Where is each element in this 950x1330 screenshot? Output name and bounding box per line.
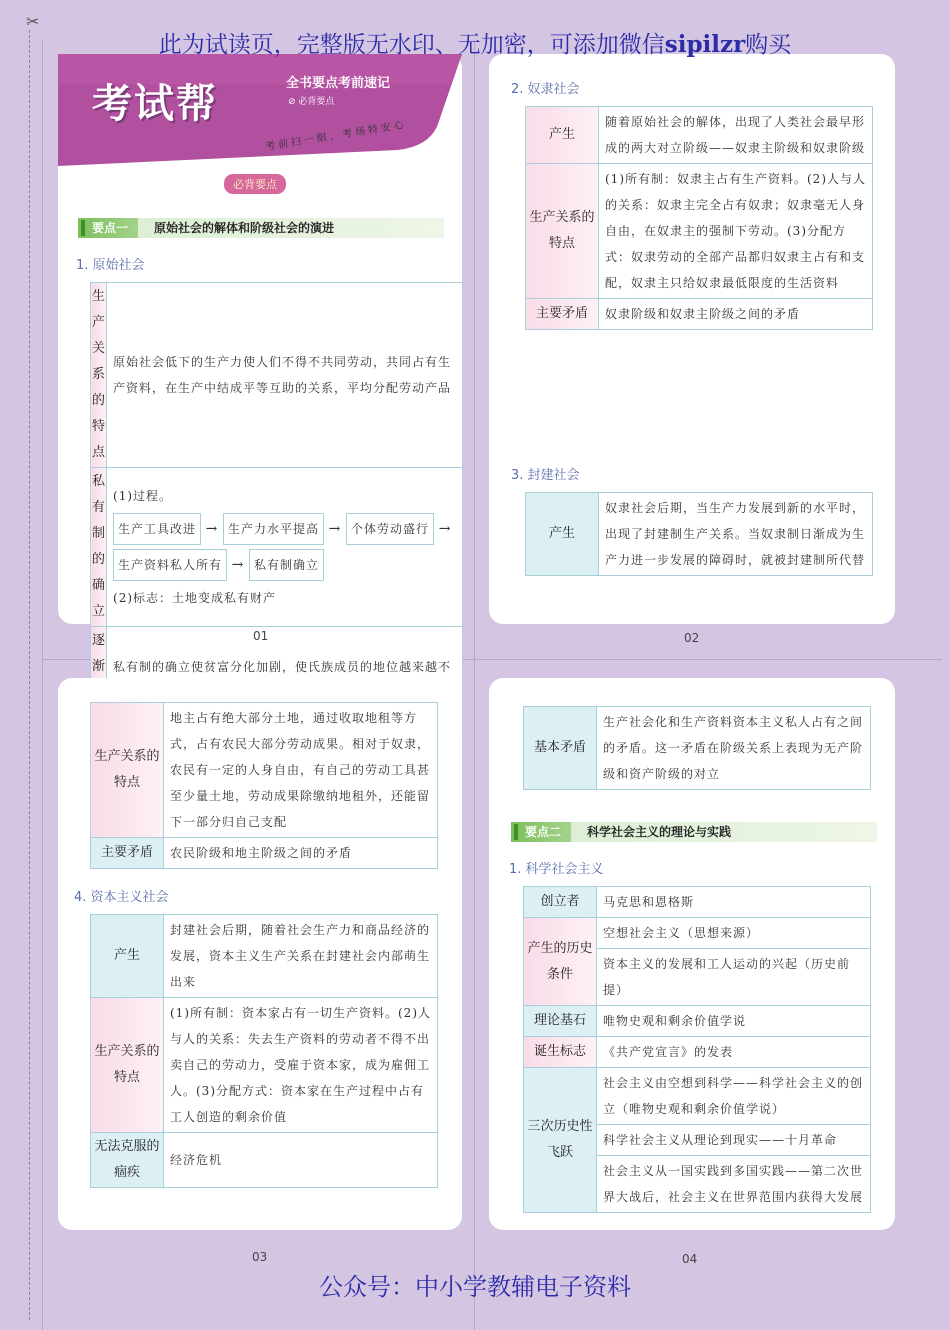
row-body: 马克思和恩格斯 (597, 887, 871, 918)
page-number: 03 (252, 1250, 268, 1264)
card-page-04 (489, 678, 895, 1230)
page-number: 04 (682, 1252, 698, 1266)
banner (58, 54, 462, 172)
banner-slogan: 考前扫一眼，考场特安心 (264, 119, 408, 153)
arrow-right-icon: → (328, 521, 342, 537)
row-body: 社会主义由空想到科学——科学社会主义的创立（唯物史观和剩余价值学说） (597, 1068, 871, 1125)
row-body: (1)所有制：奴隶主占有生产资料。(2)人与人的关系：奴隶主完全占有奴隶；奴隶毫无人身自由，在奴隶主的强制下劳动。(3)分配方式：奴隶劳动的全部产品都归奴隶主占有和支配，奴隶主只给奴隶最低限度的生活资料 (599, 164, 873, 299)
flow-box: 生产力水平提高 (223, 513, 324, 545)
row-body: 原始社会低下的生产力使人们不得不共同劳动，共同占有生产资料，在生产中结成平等互助的关系，平均分配劳动产品 (107, 283, 463, 468)
row-body: 《共产党宣言》的发表 (597, 1037, 871, 1068)
row-head: 三次历史性飞跃 (524, 1068, 597, 1213)
keypoint-tag: 要点一 (78, 218, 138, 238)
flow-chart-2 (113, 549, 456, 581)
watermark-text: 此为试读页，完整版无水印、无加密，可添加微信 (158, 32, 665, 58)
table-row (91, 915, 438, 998)
row-head: 理论基石 (524, 1006, 597, 1037)
cut-line (29, 30, 30, 1320)
capitalist-contradiction-table (523, 706, 871, 790)
flow-chart-1 (113, 513, 456, 545)
row-head: 逐渐 (91, 627, 107, 734)
row-head: 无法克服的痼疾 (91, 1133, 164, 1188)
table-row (91, 468, 463, 627)
flow-box: 私有制确立 (249, 549, 324, 581)
row-body: 随着原始社会的解体，出现了人类社会最早形成的两大对立阶级——奴隶主阶级和奴隶阶级 (599, 107, 873, 164)
grid-line (474, 40, 475, 1330)
row-body: 唯物史观和剩余价值学说 (597, 1006, 871, 1037)
table-row (91, 1133, 438, 1188)
watermark-top (0, 26, 950, 59)
table-row (524, 707, 871, 790)
mark-label: (2)标志：土地变成私有财产 (113, 591, 277, 605)
watermark-suffix: 购买 (745, 32, 792, 58)
primitive-society-table (90, 282, 463, 734)
watermark-wechat: sipilzr (664, 31, 746, 58)
flow-box: 个体劳动盛行 (346, 513, 434, 545)
process-label: (1)过程。 (113, 489, 173, 503)
card-page-02 (489, 54, 895, 624)
keypoint-header (78, 218, 444, 238)
scientific-socialism-table (523, 886, 871, 1213)
table-row (524, 887, 871, 918)
feudal-society-table-cont (90, 702, 438, 869)
row-head: 生产关系的特点 (91, 283, 107, 468)
row-head: 产生 (91, 915, 164, 998)
keypoint-tag: 要点二 (511, 822, 571, 842)
slave-society-table (525, 106, 873, 330)
row-body: (1)所有制：资本家占有一切生产资料。(2)人与人的关系：失去生产资料的劳动者不得不出卖自己的劳动力，受雇于资本家，成为雇佣工人。(3)分配方式：资本家在生产过程中占有工人创造的剩余价值 (164, 998, 438, 1133)
row-head: 诞生标志 (524, 1037, 597, 1068)
row-body: 奴隶社会后期，当生产力发展到新的水平时，出现了封建制生产关系。当奴隶制日渐成为生产力进一步发展的障碍时，就被封建制所代替 (599, 493, 873, 576)
row-head: 创立者 (524, 887, 597, 918)
row-body: 生产社会化和生产资料资本主义私人占有之间的矛盾。这一矛盾在阶级关系上表现为无产阶级和资产阶级的对立 (597, 707, 871, 790)
row-head: 主要矛盾 (526, 299, 599, 330)
row-head: 主要矛盾 (91, 838, 164, 869)
table-row (524, 1068, 871, 1125)
row-body: 经济危机 (164, 1133, 438, 1188)
banner-subtitle: 全书要点考前速记 (286, 76, 391, 91)
row-head: 生产关系的特点 (526, 164, 599, 299)
page-number: 02 (684, 631, 700, 645)
table-row (91, 283, 463, 468)
table-row (91, 838, 438, 869)
arrow-right-icon: → (438, 521, 452, 537)
row-head: 基本矛盾 (524, 707, 597, 790)
card-page-03 (58, 678, 462, 1230)
section-title: 2. 奴隶社会 (511, 82, 580, 97)
scissors-icon: ✂ (26, 12, 40, 31)
row-head: 私有制的确立 (91, 468, 107, 627)
table-row (526, 493, 873, 576)
grid-line (42, 40, 43, 1330)
row-body: 科学社会主义从理论到现实——十月革命 (597, 1125, 871, 1156)
row-body: 空想社会主义（思想来源） (597, 918, 871, 949)
arrow-right-icon: → (231, 557, 245, 573)
section-title: 3. 封建社会 (511, 468, 580, 483)
flow-box: 生产资料私人所有 (113, 549, 227, 581)
must-memorize-pill: 必背要点 (224, 174, 286, 194)
page-number: 01 (253, 629, 269, 643)
row-body: 奴隶阶级和奴隶主阶级之间的矛盾 (599, 299, 873, 330)
table-row (524, 1006, 871, 1037)
row-head: 产生的历史条件 (524, 918, 597, 1006)
table-row (526, 107, 873, 164)
banner-title: 考试帮 (92, 81, 218, 127)
keypoint-title: 科学社会主义的理论与实践 (587, 825, 732, 839)
row-body: 地主占有绝大部分土地，通过收取地租等方式，占有农民大部分劳动成果。相对于奴隶，农民有一定的人身自由，有自己的劳动工具甚至少量土地，劳动成果除缴纳地租外，还能留下一部分归自己支配 (164, 703, 438, 838)
banner-badge-text: 必背要点 (298, 97, 335, 107)
row-body (107, 468, 463, 627)
table-row (526, 164, 873, 299)
row-body: 社会主义从一国实践到多国实践——第二次世界大战后，社会主义在世界范围内获得大发展 (597, 1156, 871, 1213)
row-head: 生产关系的特点 (91, 998, 164, 1133)
table-row (524, 1037, 871, 1068)
row-head: 产生 (526, 107, 599, 164)
table-row (91, 998, 438, 1133)
watermark-bottom: 公众号：中小学教辅电子资料 (319, 1273, 631, 1301)
arrow-right-icon: → (205, 521, 219, 537)
capitalist-society-table (90, 914, 438, 1188)
row-head: 生产关系的特点 (91, 703, 164, 838)
section-title: 1. 原始社会 (76, 258, 145, 273)
section-title: 4. 资本主义社会 (74, 890, 169, 905)
row-body: 资本主义的发展和工人运动的兴起（历史前提） (597, 949, 871, 1006)
table-row (524, 918, 871, 949)
row-head: 产生 (526, 493, 599, 576)
row-body: 私有制的确立使贫富分化加剧，使氏族成员的地位越来越不 (107, 627, 463, 734)
keypoint-header (511, 822, 877, 842)
keypoint-title: 原始社会的解体和阶级社会的演进 (154, 221, 335, 235)
row-body: 农民阶级和地主阶级之间的矛盾 (164, 838, 438, 869)
row-body: 封建社会后期，随着社会生产力和商品经济的发展，资本主义生产关系在封建社会内部萌生出来 (164, 915, 438, 998)
section-title: 1. 科学社会主义 (509, 862, 604, 877)
table-row (526, 299, 873, 330)
banner-badge: ⊘ 必背要点 (288, 97, 335, 107)
feudal-society-table (525, 492, 873, 576)
table-row (91, 703, 438, 838)
flow-box: 生产工具改进 (113, 513, 201, 545)
